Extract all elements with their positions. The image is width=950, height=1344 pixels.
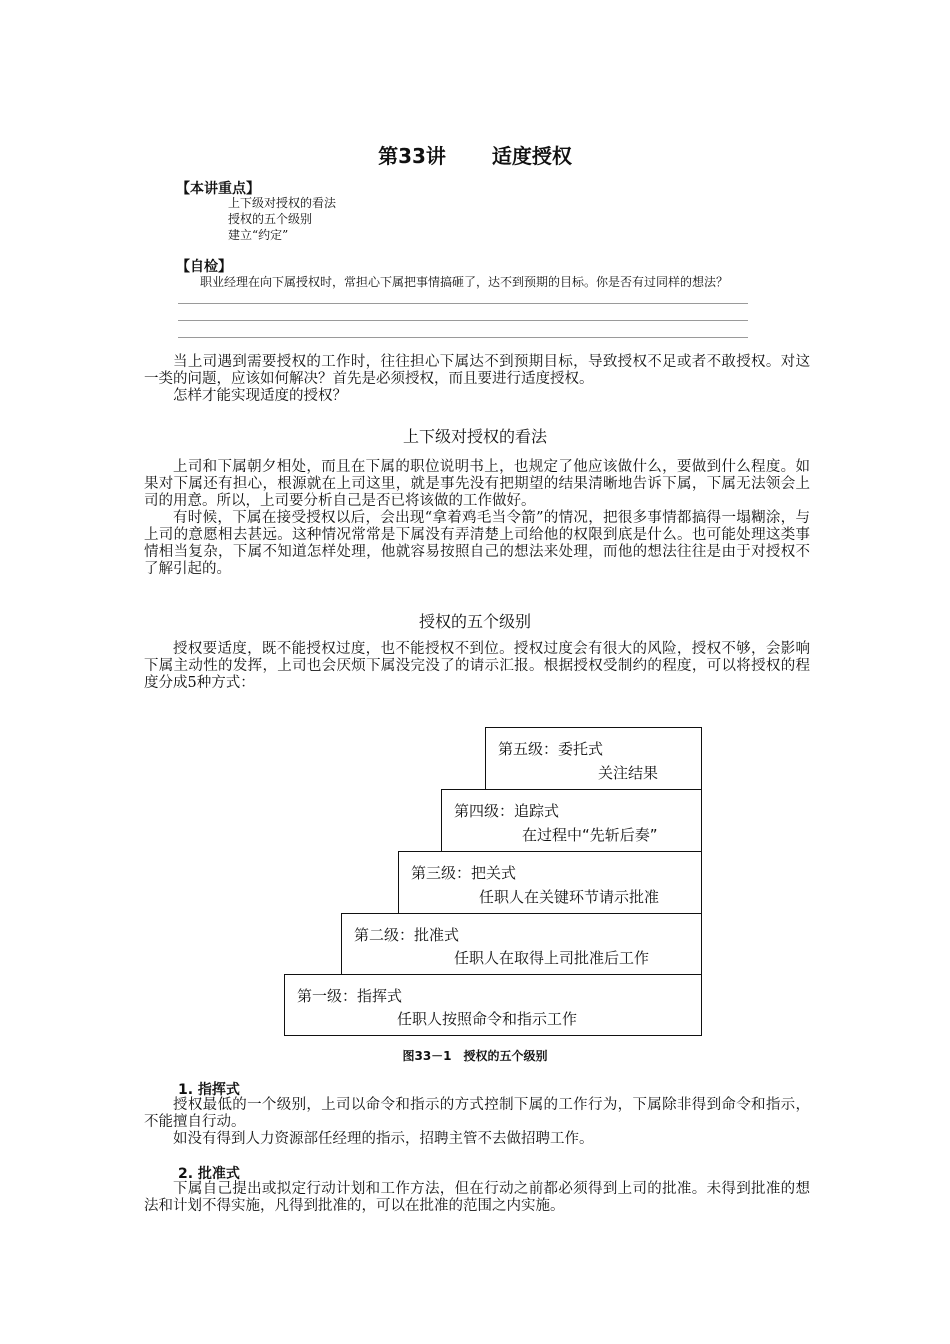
selfcheck-question: 职业经理在向下属授权时，常担心下属把事情搞砸了，达不到预期的目标。你是否有过同样的想法？ [200, 275, 729, 289]
intro-paragraphs [144, 354, 810, 405]
answer-line [178, 303, 748, 304]
level-description: 在过程中“先斩后奏” [522, 826, 658, 844]
lecture-title: 适度授权 [491, 144, 572, 168]
level-name: 第五级：委托式 [498, 740, 604, 758]
keypoint-item: 建立“约定” [228, 228, 289, 242]
body-paragraph: 上司和下属朝夕相处，而且在下属的职位说明书上，也规定了他应该做什么，要做到什么程度。如果对下属还有担心，根源就在上司这里，就是事先没有把期望的结果清晰地告诉下属，下属无法领会上司的用意。所以，上司要分析自己是否已将该做的工作做好。 [144, 459, 810, 509]
section2-body [144, 641, 810, 692]
intro-paragraph: 当上司遇到需要授权的工作时，往往担心下属达不到预期目标，导致授权不足或者不敢授权。对这一类的问题，应该如何解决？首先是必须授权，而且要进行适度授权。 [144, 354, 810, 387]
keypoint-item: 上下级对授权的看法 [228, 196, 337, 210]
level-description: 任职人在取得上司批准后工作 [454, 949, 650, 967]
section-heading: 授权的五个级别 [418, 612, 531, 631]
keypoint-item: 授权的五个级别 [228, 212, 313, 226]
body-paragraph: 如没有得到人力资源部任经理的指示，招聘主管不去做招聘工作。 [173, 1131, 594, 1147]
level-name: 第三级：把关式 [411, 864, 517, 882]
level-2-step [341, 913, 702, 975]
body-paragraph: 下属自己提出或拟定行动计划和工作方法，但在行动之前都必须得到上司的批准。未得到批准的想法和计划不得实施，凡得到批准的，可以在批准的范围之内实施。 [144, 1181, 810, 1214]
item2-body [144, 1181, 810, 1215]
answer-line [178, 320, 748, 321]
figure-caption: 图33－1 授权的五个级别 [402, 1049, 548, 1063]
body-paragraph: 授权最低的一个级别，上司以命令和指示的方式控制下属的工作行为，下属除非得到命令和指示，不能擅自行动。 [144, 1097, 810, 1130]
page-title [0, 140, 950, 169]
body-paragraph: 授权要适度，既不能授权过度，也不能授权不到位。授权过度会有很大的风险，授权不够，会影响下属主动性的发挥，上司也会厌烦下属没完没了的请示汇报。根据授权受制约的程度，可以将授权的程度分成5种方式： [144, 641, 810, 691]
section-heading: 上下级对授权的看法 [402, 427, 547, 446]
section1-body [144, 459, 810, 578]
selfcheck-heading: 【自检】 [176, 259, 232, 275]
item-heading: 2. 批准式 [178, 1166, 240, 1182]
level-1-step [284, 974, 702, 1036]
body-paragraph: 有时候，下属在接受授权以后，会出现“拿着鸡毛当令箭”的情况，把很多事情都搞得一塌糊涂，与上司的意愿相去甚远。这种情况常常是下属没有弄清楚上司给他的权限到底是什么。也可能处理这类事情相当复杂，下属不知道怎样处理，他就容易按照自己的想法来处理，而他的想法往往是由于对授权不了解引起的。 [144, 510, 810, 577]
item-heading: 1. 指挥式 [178, 1082, 240, 1098]
level-name: 第四级：追踪式 [454, 802, 560, 820]
level-description: 关注结果 [598, 764, 659, 782]
level-description: 任职人在关键环节请示批准 [479, 888, 660, 906]
keypoints-list [228, 195, 336, 243]
level-5-step [485, 727, 702, 790]
level-description: 任职人按照命令和指示工作 [397, 1010, 578, 1028]
item1-body [144, 1097, 810, 1148]
level-3-step [398, 851, 702, 914]
lecture-number: 第33讲 [378, 144, 446, 168]
answer-line [178, 337, 748, 338]
level-4-step [441, 789, 702, 852]
level-name: 第一级：指挥式 [297, 987, 403, 1005]
keypoints-heading: 【本讲重点】 [176, 181, 260, 197]
level-name: 第二级：批准式 [354, 926, 460, 944]
intro-paragraph: 怎样才能实现适度的授权？ [173, 388, 347, 404]
